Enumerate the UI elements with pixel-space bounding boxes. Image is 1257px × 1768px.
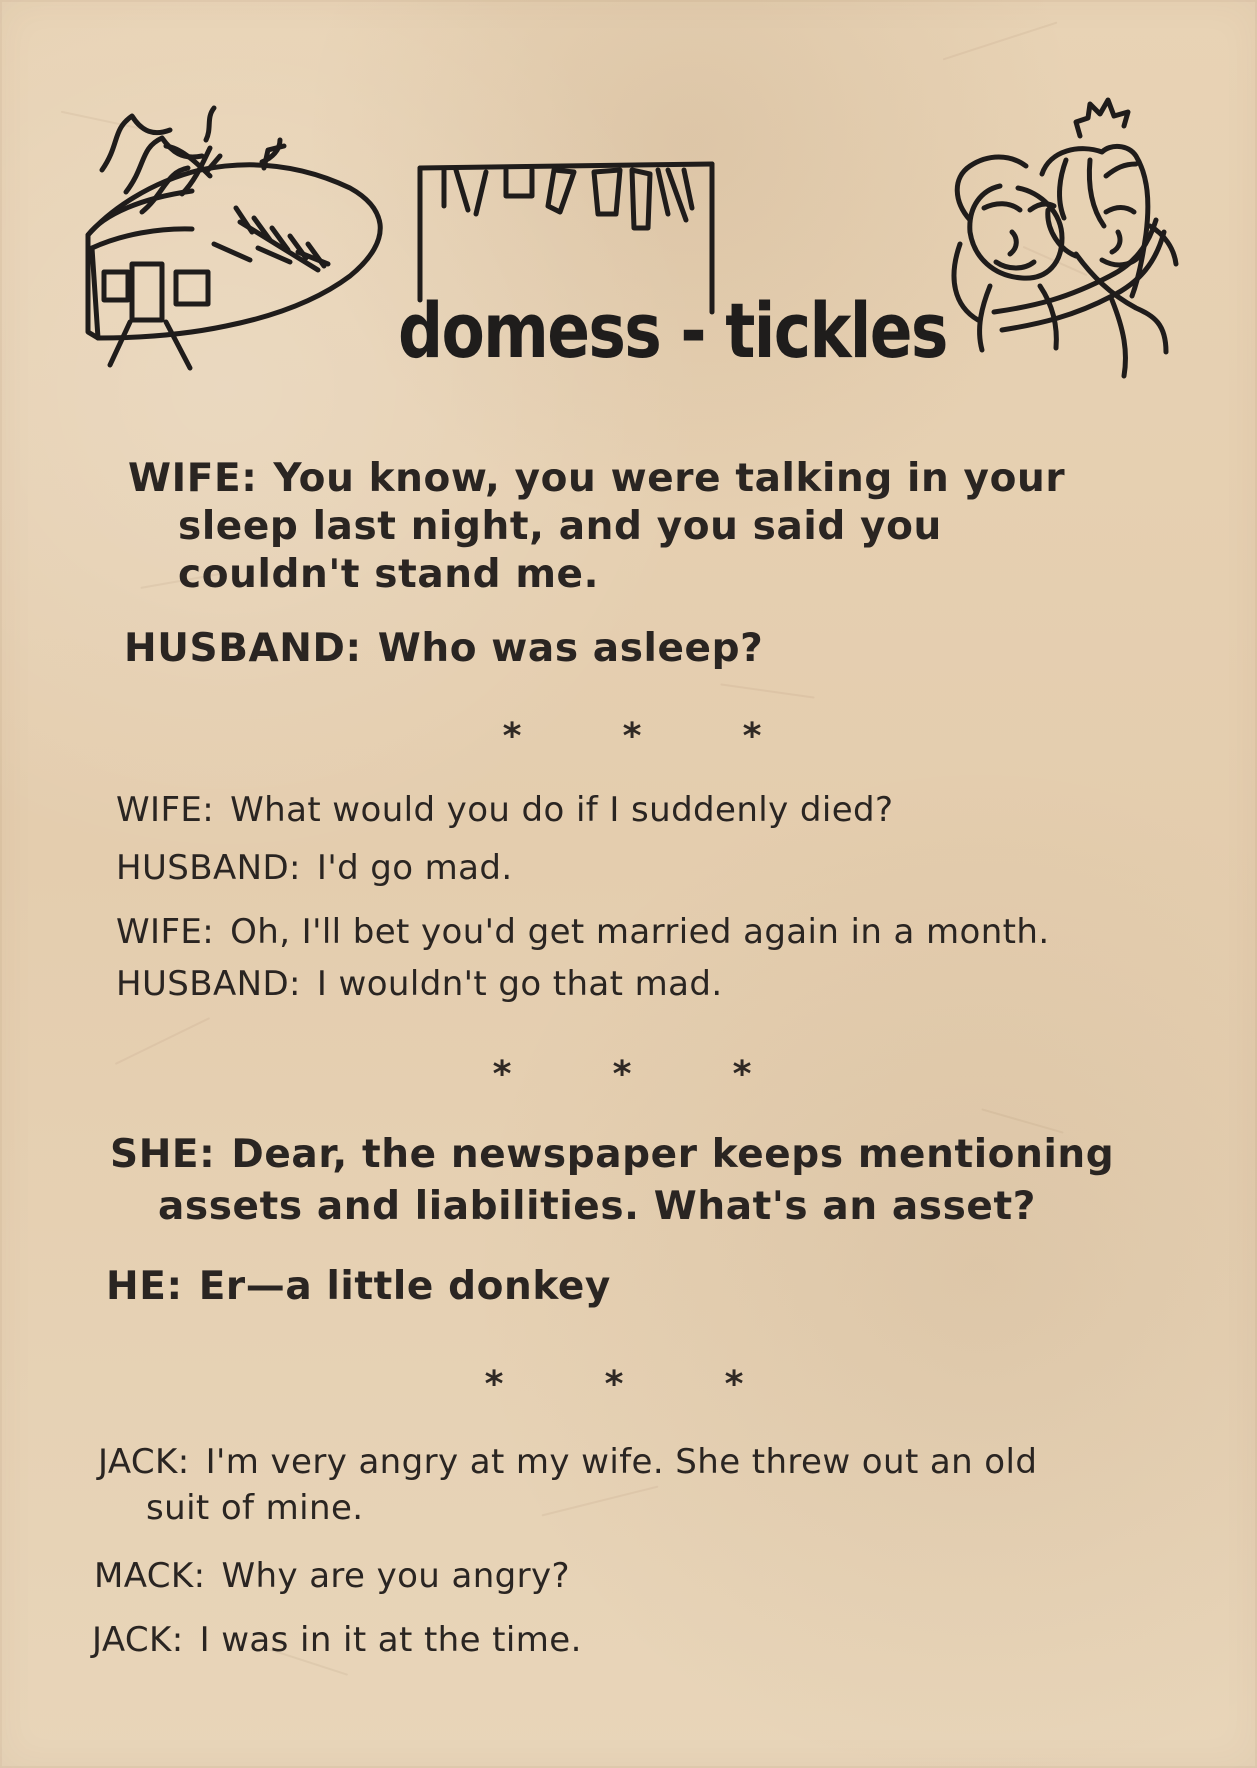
star-separator: * [484,1364,504,1405]
joke-line [124,626,763,671]
joke-text: You know, you were talking in your [273,456,1066,501]
star-separator: * [612,1054,632,1095]
joke-line [178,552,599,597]
joke-text: Dear, the newspaper keeps mentioning [231,1132,1115,1177]
speaker-label: HE: [106,1264,183,1309]
joke-text: sleep last night, and you said you [178,504,942,549]
page-title: domess - tickles [398,286,947,375]
joke-text: I'm very angry at my wife. She threw out an old [205,1442,1038,1482]
speaker-label: WIFE: [116,912,215,952]
joke-text: Er—a little donkey [198,1264,611,1309]
star-separator: * [502,716,522,757]
joke-line [116,912,1050,952]
joke-line [98,1442,1037,1482]
speaker-label: JACK: [92,1620,184,1660]
star-separator: * [732,1054,752,1095]
joke-line [110,1132,1114,1177]
joke-text: suit of mine. [146,1488,364,1528]
joke-line [116,848,513,888]
joke-text: I wouldn't go that mad. [316,964,723,1004]
separator-stars [492,716,772,757]
speaker-label: WIFE: [116,790,215,830]
joke-line [116,964,723,1004]
joke-text: Why are you angry? [221,1556,570,1596]
joke-text: What would you do if I suddenly died? [230,790,894,830]
speaker-label: WIFE: [128,456,258,501]
joke-text: I was in it at the time. [199,1620,582,1660]
joke-line [94,1556,570,1596]
star-separator: * [492,1054,512,1095]
speaker-label: HUSBAND: [124,626,362,671]
speaker-label: HUSBAND: [116,848,301,888]
joke-text: Oh, I'll bet you'd get married again in a month. [230,912,1050,952]
joke-line [158,1184,1036,1229]
speaker-label: SHE: [110,1132,216,1177]
joke-text: Who was asleep? [377,626,764,671]
joke-line [128,456,1065,501]
star-separator: * [622,716,642,757]
star-separator: * [742,716,762,757]
speaker-label: JACK: [98,1442,190,1482]
star-separator: * [724,1364,744,1405]
joke-line [116,790,893,830]
joke-text: couldn't stand me. [178,552,600,597]
speaker-label: MACK: [94,1556,206,1596]
joke-text: assets and liabilities. What's an asset? [158,1184,1036,1229]
joke-line [92,1620,582,1660]
separator-stars [482,1054,762,1095]
star-separator: * [604,1364,624,1405]
joke-line [178,504,942,549]
speaker-label: HUSBAND: [116,964,301,1004]
joke-line [106,1264,611,1309]
joke-text: I'd go mad. [316,848,513,888]
separator-stars [474,1364,754,1405]
joke-line [146,1488,363,1528]
